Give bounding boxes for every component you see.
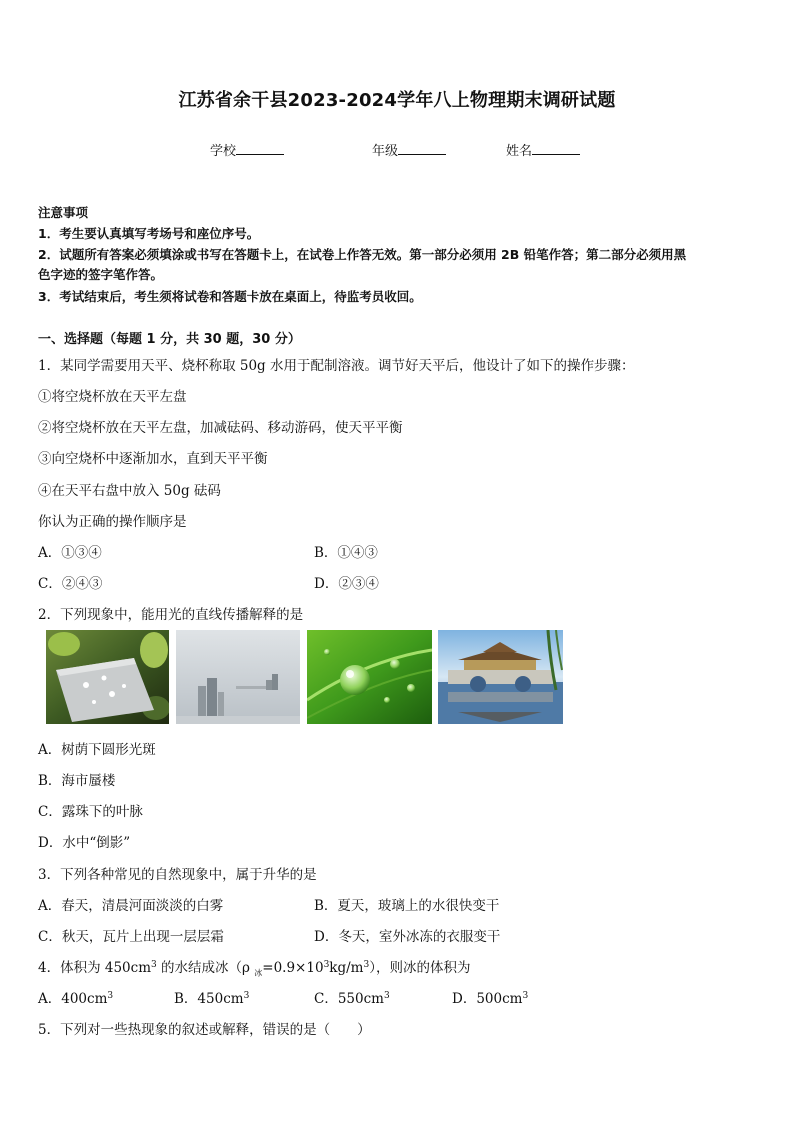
photo-dew-drop: [307, 630, 432, 724]
school-blank[interactable]: [236, 142, 284, 155]
question-3-stem: 3．下列各种常见的自然现象中，属于升华的是: [38, 867, 317, 883]
q2-option-d[interactable]: D．水中“倒影”: [38, 835, 131, 851]
notice-item: 1．考生要认真填写考场号和座位序号。: [38, 226, 260, 241]
notice-item: 3．考试结束后，考生须将试卷和答题卡放在桌面上，待监考员收回。: [38, 289, 422, 304]
school-field: [210, 140, 284, 159]
q4-option-b[interactable]: B．$450cm^3$: [174, 991, 250, 1007]
q1-ask: 你认为正确的操作顺序是: [38, 514, 187, 530]
page-title: 江苏省余干县2023-2024学年八上物理期末调研试题: [178, 90, 616, 111]
q4-option-c[interactable]: C．$550cm^3$: [314, 991, 390, 1007]
q3-option-b[interactable]: B．夏天，玻璃上的水很快变干: [314, 898, 500, 914]
notice-item: 2．试题所有答案必须填涂或书写在答题卡上，在试卷上作答无效。第一部分必须用 2B 铅笔作答；第二部分必须用黑: [38, 247, 687, 262]
q2-option-a[interactable]: A．树荫下圆形光斑: [38, 742, 156, 758]
question-2-stem: 2．下列现象中，能用光的直线传播解释的是: [38, 607, 304, 623]
q1-step: ②将空烧杯放在天平左盘，加减砝码、移动游码，使天平平衡: [38, 420, 403, 436]
name-blank[interactable]: [532, 142, 580, 155]
q3-option-d[interactable]: D．冬天，室外冰冻的衣服变干: [314, 929, 501, 945]
q1-option-d[interactable]: D．②③④: [314, 576, 379, 592]
question-1-stem: 1．某同学需要用天平、烧杯称取 50g 水用于配制溶液。调节好天平后，他设计了如下的操作步骤：: [38, 358, 635, 374]
q1-option-a[interactable]: A．①③④: [38, 545, 102, 561]
photo-pavilion-reflection: [438, 630, 563, 724]
section-heading: 一、选择题（每题 1 分，共 30 题，30 分）: [38, 332, 301, 347]
q1-step: ③向空烧杯中逐渐加水，直到天平平衡: [38, 451, 268, 467]
grade-field: [372, 140, 446, 159]
photo-light-spots: [46, 630, 169, 724]
name-label: 姓名: [506, 144, 533, 159]
q3-option-c[interactable]: C．秋天，瓦片上出现一层层霜: [38, 929, 224, 945]
q1-option-c[interactable]: C．②④③: [38, 576, 103, 592]
q1-step: ④在天平右盘中放入 50g 砝码: [38, 483, 221, 499]
notice-heading: 注意事项: [38, 205, 89, 220]
q2-option-b[interactable]: B．海市蜃楼: [38, 773, 116, 789]
q4-option-d[interactable]: D．$500cm^3$: [452, 991, 529, 1007]
school-label: 学校: [210, 144, 237, 159]
notice-item: 色字迹的签字笔作答。: [38, 267, 164, 282]
question-4-stem: 4．体积为 $450cm^3$ 的水结成冰（ρ $_冰=0.9\times 10^3kg/m^3$），则冰的体积为: [38, 960, 471, 978]
q3-option-a[interactable]: A．春天，清晨河面淡淡的白雾: [38, 898, 224, 914]
question-5-stem: 5．下列对一些热现象的叙述或解释，错误的是（ ）: [38, 1022, 371, 1038]
photo-mirage: [176, 630, 300, 724]
q1-step: ①将空烧杯放在天平左盘: [38, 389, 187, 405]
q2-option-c[interactable]: C．露珠下的叶脉: [38, 804, 143, 820]
grade-blank[interactable]: [398, 142, 446, 155]
grade-label: 年级: [372, 144, 399, 159]
q4-option-a[interactable]: A．$400cm^3$: [38, 991, 114, 1007]
name-field: [506, 140, 580, 159]
q1-option-b[interactable]: B．①④③: [314, 545, 378, 561]
